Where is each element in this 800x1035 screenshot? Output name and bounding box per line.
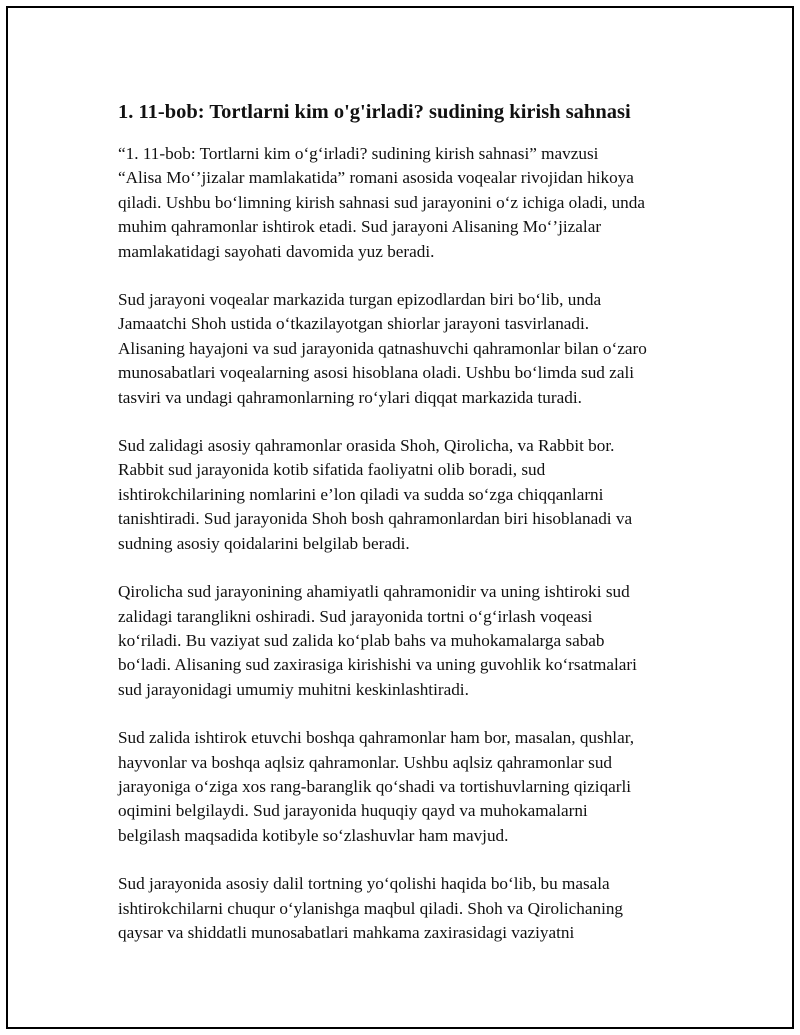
- paragraph-2: Sud jarayoni voqealar markazida turgan epizodlardan biri bo‘lib, unda Jamaatchi Shoh ustida o‘tkazilayotgan shiorlar jarayoni tasvirlanadi. Alisaning hayajoni va sud jarayonida qatnashuvchi qahramonlar bilan o‘zaro munosabatlari voqealarning asosi hisoblana oladi. Ushbu bo‘limda sud zali tasviri va undagi qahramonlarning ro‘ylari diqqat markazida turadi.: [118, 290, 647, 407]
- paragraph-3: Sud zalidagi asosiy qahramonlar orasida Shoh, Qirolicha, va Rabbit bor. Rabbit sud jarayonida kotib sifatida faoliyatni olib boradi, sud ishtirokchilarining nomlarini e’lon qiladi va sudda so‘zga chiqqanlarni tanishtiradi. Sud jarayonida Shoh bosh qahramonlardan biri hisoblanadi va sudning asosiy qoidalarini belgilab beradi.: [118, 436, 633, 553]
- page-frame: [6, 6, 794, 1029]
- document-title: 1. 11-bob: Tortlarni kim o'g'irladi? sudining kirish sahnasi: [118, 101, 631, 123]
- paragraph-1: “1. 11-bob: Tortlarni kim o‘g‘irladi? sudining kirish sahnasi” mavzusi “Alisa Mo‘’jizalar mamlakatida” romani asosida voqealar rivojidan hikoya qiladi. Ushbu bo‘limning kirish sahnasi sud jarayonini o‘z ichiga oladi, unda muhim qahramonlar ishtirok etadi. Sud jarayoni Alisaning Mo‘’jizalar mamlakatidagi sayohati davomida yuz beradi.: [118, 144, 645, 261]
- paragraph-4: Qirolicha sud jarayonining ahamiyatli qahramonidir va uning ishtiroki sud zalidagi taranglikni oshiradi. Sud jarayonida tortni o‘g‘irlash voqeasi ko‘riladi. Bu vaziyat sud zalida ko‘plab bahs va muhokamalarga sabab bo‘ladi. Alisaning sud zaxirasiga kirishishi va uning guvohlik ko‘rsatmalari sud jarayonidagi umumiy muhitni keskinlashtiradi.: [118, 582, 637, 699]
- paragraph-5: Sud zalida ishtirok etuvchi boshqa qahramonlar ham bor, masalan, qushlar, hayvonlar va boshqa aqlsiz qahramonlar. Ushbu aqlsiz qahramonlar sud jarayoniga o‘ziga xos rang-baranglik qo‘shadi va tortishuvlarning qiziqarli oqimini belgilaydi. Sud jarayonida huquqiy qayd va muhokamalarni belgilash maqsadida kotibyle so‘zlashuvlar ham mavjud.: [118, 728, 635, 845]
- document-body: [118, 98, 708, 969]
- paragraph-6: Sud jarayonida asosiy dalil tortning yo‘qolishi haqida bo‘lib, bu masala ishtirokchilarni chuqur o‘ylanishga maqbul qiladi. Shoh va Qirolichaning qaysar va shiddatli munosabatlari mahkama zaxirasidagi vaziyatni: [118, 874, 624, 942]
